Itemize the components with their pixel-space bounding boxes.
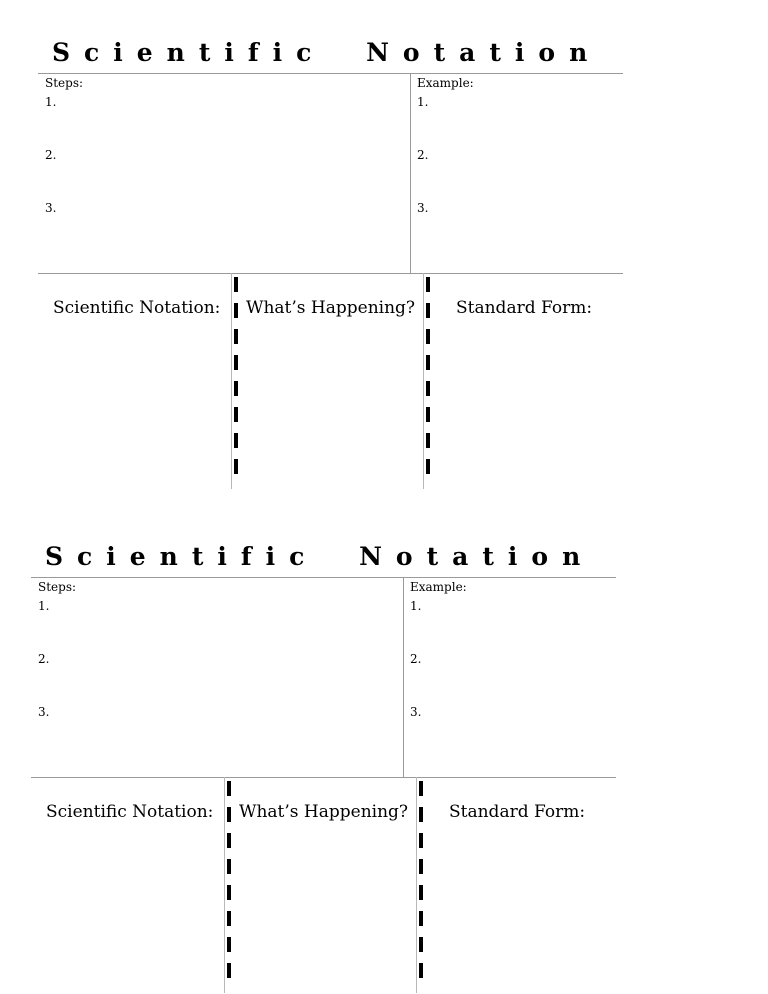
example-column	[410, 580, 467, 719]
step-item: 3.	[38, 705, 50, 719]
example-item: 1.	[410, 599, 422, 613]
step-item: 1.	[45, 95, 57, 109]
fold-line-dashed	[234, 277, 238, 485]
steps-column	[38, 580, 77, 719]
example-heading: Example:	[410, 580, 467, 594]
worksheet-1	[38, 35, 623, 485]
standard-form-heading: Standard Form:	[456, 298, 593, 318]
scientific-notation-heading: Scientific Notation:	[53, 298, 221, 318]
steps-column	[45, 76, 84, 215]
whats-happening-heading: What’s Happening?	[239, 802, 409, 822]
worksheet-title: Scientific Notation	[52, 38, 602, 67]
fold-line-dashed	[227, 781, 231, 989]
column-divider	[410, 73, 411, 273]
step-item: 2.	[38, 652, 50, 666]
step-item: 2.	[45, 148, 57, 162]
middle-divider	[38, 273, 623, 274]
worksheet-title: Scientific Notation	[45, 542, 595, 571]
example-item: 2.	[410, 652, 422, 666]
fold-line-dashed	[419, 781, 423, 989]
example-item: 3.	[417, 201, 429, 215]
column-divider	[403, 577, 404, 777]
top-divider	[31, 577, 616, 578]
standard-form-heading: Standard Form:	[449, 802, 586, 822]
top-divider	[38, 73, 623, 74]
steps-heading: Steps:	[45, 76, 84, 90]
steps-heading: Steps:	[38, 580, 77, 594]
example-heading: Example:	[417, 76, 474, 90]
whats-happening-heading: What’s Happening?	[246, 298, 416, 318]
example-item: 2.	[417, 148, 429, 162]
step-item: 3.	[45, 201, 57, 215]
example-item: 3.	[410, 705, 422, 719]
fold-line-dashed	[426, 277, 430, 485]
step-item: 1.	[38, 599, 50, 613]
example-item: 1.	[417, 95, 429, 109]
scientific-notation-heading: Scientific Notation:	[46, 802, 214, 822]
example-column	[417, 76, 474, 215]
middle-divider	[31, 777, 616, 778]
worksheet-2	[31, 539, 616, 989]
